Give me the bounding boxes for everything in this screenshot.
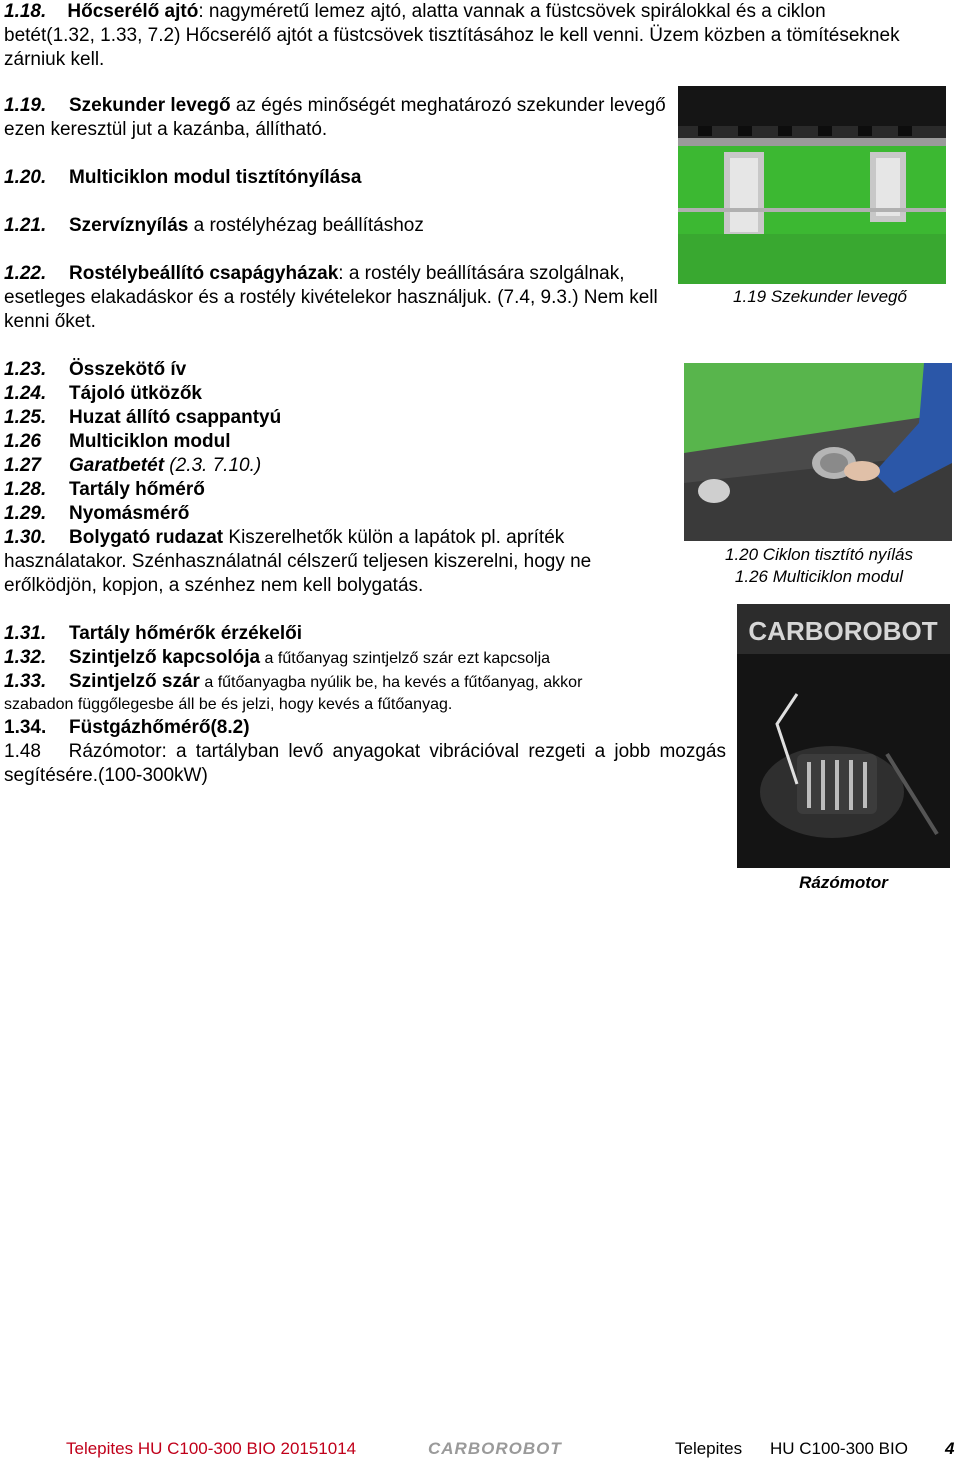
section-title: Tartály hőmérők érzékelői (69, 623, 303, 644)
section-title: Bolygató rudazat (69, 527, 224, 548)
section-1-34 (4, 716, 672, 740)
section-number: 1.31. (4, 623, 47, 644)
section-text: Kiszerelhetők külön a lapátok pl. apríték használatakor. Szénhasználatnál célszerű teljesen kiszerelni, hogy ne erőlködjön, kopjon, a szénhez nem kell bolygatás. (4, 527, 592, 596)
section-number: 1.48 (4, 741, 41, 762)
section-number: 1.30. (4, 527, 47, 548)
item-title: Tájoló ütközők (69, 383, 202, 404)
photo-secondary-air (678, 86, 946, 284)
section-text: : a rostély beállítására szolgálnak, esetleges elakadáskor és a rostély kivételekor használjuk. (7.4, 9.3.) Nem kell kenni őket. (4, 263, 658, 332)
section-number: 1.22. (4, 263, 47, 284)
item-number: 1.24. (4, 383, 47, 404)
item-number: 1.28. (4, 479, 47, 500)
section-1-22 (4, 262, 672, 334)
footer-model: HU C100-300 BIO (770, 1439, 908, 1458)
footer-page-number: 4 (945, 1439, 955, 1458)
section-1-21 (4, 214, 672, 238)
section-text: a fűtőanyag szintjelző szár ezt kapcsolja (260, 650, 551, 667)
list-item (4, 382, 672, 406)
section-text: a rostélyhézag beállításhoz (188, 215, 424, 236)
section-1-31 (4, 622, 672, 646)
section-title: Füstgázhőmérő(8.2) (69, 717, 250, 738)
item-number: 1.27 (4, 455, 41, 476)
caption-photo-2-line-2: 1.26 Multiciklon modul (734, 567, 904, 586)
item-list (4, 358, 672, 526)
section-1-30 (4, 526, 654, 598)
section-title: Multiciklon modul tisztítónyílása (69, 167, 362, 188)
item-title: Összekötő ív (69, 359, 187, 380)
section-1-18 (4, 0, 904, 72)
item-title: Tartály hőmérő (69, 479, 205, 500)
item-extra: (2.3. 7.10.) (164, 455, 262, 476)
section-number: 1.33. (4, 671, 47, 692)
item-number: 1.26 (4, 431, 41, 452)
section-title: Szervíznyílás (69, 215, 189, 236)
section-number: 1.32. (4, 647, 47, 668)
item-number: 1.29. (4, 503, 47, 524)
item-title: Nyomásmérő (69, 503, 190, 524)
list-item (4, 430, 672, 454)
section-1-19 (4, 94, 672, 142)
section-title: Rostélybeállító csapágyházak (69, 263, 339, 284)
section-title: Hőcserélő ajtó (67, 1, 199, 22)
footer-logo: CARBOROBOT (428, 1439, 562, 1458)
section-text: a fűtőanyagba nyúlik be, ha kevés a fűtőanyag, akkor (199, 674, 583, 691)
photo-vibration-motor (737, 604, 950, 868)
photo-brand-text: CARBOROBOT (748, 616, 938, 646)
section-number: 1.18. (4, 1, 47, 22)
item-title: Multiciklon modul (69, 431, 231, 452)
list-item (4, 358, 672, 382)
list-item (4, 406, 672, 430)
list-item (4, 502, 672, 526)
item-title: Garatbetét (69, 455, 165, 476)
section-1-33-cont: szabadon függőlegesbe áll be és jelzi, hogy kevés a fűtőanyag. (4, 696, 453, 713)
section-number: 1.19. (4, 95, 47, 116)
section-title: Szekunder levegő (69, 95, 231, 116)
section-title: Szintjelző kapcsolója (69, 647, 261, 668)
list-item (4, 454, 672, 478)
section-1-20 (4, 166, 672, 190)
caption-photo-3: Rázómotor (799, 873, 888, 892)
footer-left-text: Telepites HU C100-300 BIO 20151014 (66, 1439, 357, 1458)
section-1-48 (4, 740, 726, 788)
list-item (4, 478, 672, 502)
section-text: az égés minőségét meghatározó szekunder levegő ezen keresztül jut a kazánba, állítható. (4, 95, 666, 140)
caption-photo-2-line-1: 1.20 Ciklon tisztító nyílás (724, 545, 914, 564)
item-title: Huzat állító csappantyú (69, 407, 282, 428)
footer-doc-label: Telepites (675, 1439, 743, 1458)
section-number: 1.21. (4, 215, 47, 236)
caption-photo-1: 1.19 Szekunder levegő (733, 287, 907, 306)
section-text: Rázómotor: a tartályban levő anyagokat vibrációval rezgeti a jobb mozgás segítésére.(100-300kW) (4, 741, 726, 786)
section-number: 1.34. (4, 717, 47, 738)
section-text: : nagyméretű lemez ajtó, alatta vannak a füstcsövek spirálokkal és a ciklon betét(1.32, 1.33, 7.2) Hőcserélő ajtót a füstcsövek tisztításához le kell venni. Üzem közben a tömítéseknek zárniuk kell. (4, 1, 900, 70)
section-1-32 (4, 646, 672, 671)
section-number: 1.20. (4, 167, 47, 188)
section-title: Szintjelző szár (69, 671, 200, 692)
photo-cyclone-opening (684, 363, 952, 541)
section-1-33 (4, 670, 672, 695)
item-number: 1.25. (4, 407, 47, 428)
item-number: 1.23. (4, 359, 47, 380)
